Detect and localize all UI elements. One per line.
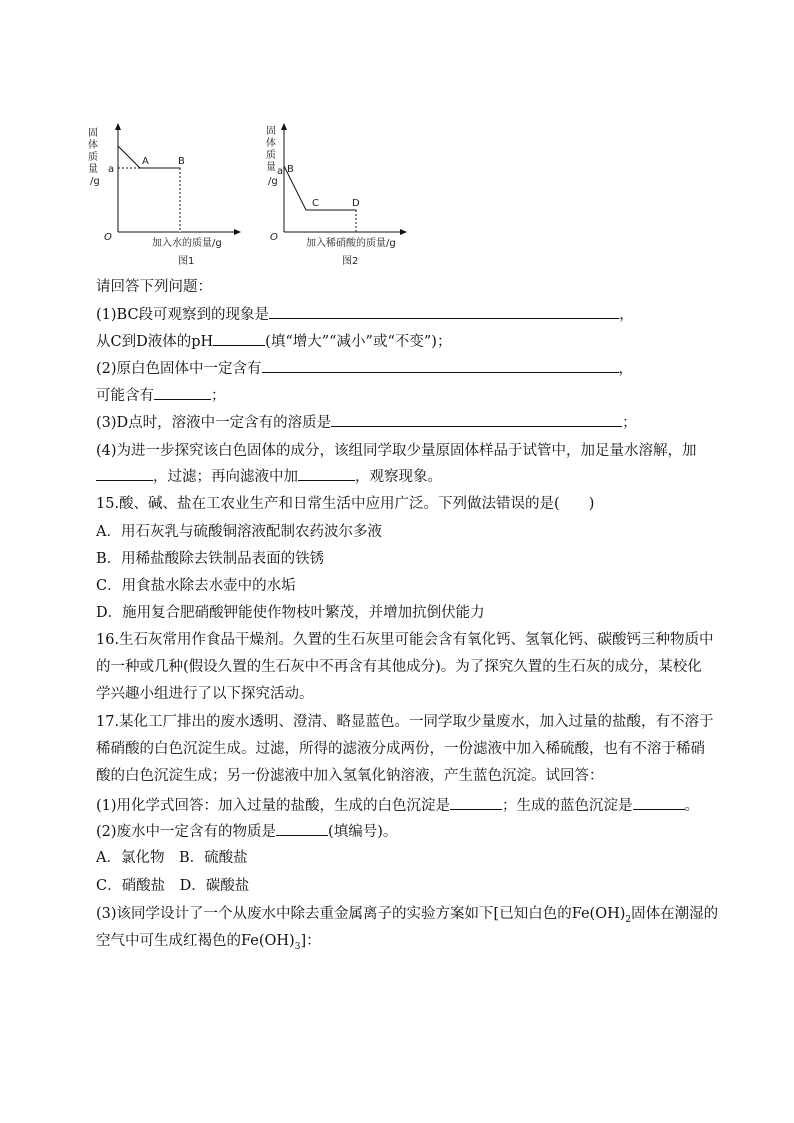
q15-option-a: A．用石灰乳与硫酸铜溶液配制农药波尔多液: [96, 524, 382, 540]
q17-sub2-suffix: (填编号)。: [328, 824, 398, 840]
y-label-char-3: 质: [88, 152, 98, 163]
y-label-char-3: 质: [266, 150, 276, 161]
x-axis-arrow: [234, 229, 241, 235]
q17-options-cd: C．硝酸盐 D．碳酸盐: [96, 878, 250, 894]
q1b-text: 从C到D液体的pH: [96, 334, 214, 350]
y-label-char-1: 固: [88, 128, 98, 139]
q15-stem: 15.酸、碱、盐在工农业生产和日常生活中应用广泛。下列做法错误的是( ): [96, 496, 595, 512]
figure-caption: 图1: [178, 256, 195, 267]
q17-sub3-line-1: [96, 904, 719, 925]
q17-options-ab: A．氯化物 B．硫酸盐: [96, 850, 248, 866]
q3-suffix: ；: [622, 415, 637, 431]
q3-line: [96, 412, 716, 433]
q1a-text: (1)BC段可观察到的现象是: [96, 307, 270, 323]
q17-sub2-text: (2)废水中一定含有的物质是: [96, 824, 277, 840]
q2b-line: [96, 385, 716, 406]
q16-line-1: 16.生石灰常用作食品干燥剂。久置的生石灰里可能会含有氧化钙、氢氧化钙、碳酸钙三种物质中: [96, 632, 714, 648]
y-label-char-4: 量: [266, 162, 276, 173]
q17-sub1-mid: ；生成的蓝色沉淀是: [502, 798, 633, 814]
origin-label: O: [104, 232, 112, 243]
q1b-line: [96, 331, 716, 352]
q1b-suffix: (填“增大”“减小”或“不变”)；: [265, 334, 452, 350]
point-b: B: [178, 156, 185, 167]
figure-2-chart: [266, 120, 416, 270]
q17-sub2-line: [96, 821, 716, 842]
q17-sub2-blank[interactable]: [276, 821, 328, 836]
q1a-suffix: ，: [619, 307, 634, 323]
q15-option-b: B．用稀盐酸除去铁制品表面的铁锈: [96, 551, 325, 567]
point-b: B: [287, 164, 294, 175]
x-label: 加入稀硝酸的质量/g: [306, 238, 396, 249]
q2a-text: (2)原白色固体中一定含有: [96, 361, 262, 377]
q17-sub1-blank-1[interactable]: [450, 795, 502, 810]
point-d: D: [352, 198, 360, 209]
mass-curve: [118, 146, 180, 232]
q17-sub3-text-4: ]：: [300, 933, 321, 949]
subscript-2: 2: [625, 914, 632, 925]
y-label-char-1: 固: [266, 126, 276, 137]
q2a-suffix: ，: [618, 361, 634, 377]
q2b-text: 可能含有: [96, 388, 154, 404]
q4-blank-2[interactable]: [298, 466, 355, 481]
q17-sub1-blank-2[interactable]: [633, 795, 685, 810]
q4-blank-1[interactable]: [96, 466, 153, 481]
q17-sub1-line: [96, 795, 716, 816]
q2b-suffix: ；: [211, 388, 226, 404]
origin-label: O: [270, 232, 278, 243]
q17-sub3-text-3: 空气中可生成红褐色的Fe(OH): [96, 933, 295, 949]
q2b-answer-blank[interactable]: [154, 385, 211, 400]
y-axis-arrow: [281, 123, 287, 130]
y-label-char-4: 量: [88, 164, 98, 175]
q1a-line: [96, 304, 716, 325]
q15-option-d: D．施用复合肥硝酸钾能使作物枝叶繁茂，并增加抗倒伏能力: [96, 605, 485, 621]
point-a: A: [142, 156, 149, 167]
q3-text: (3)D点时，溶液中一定含有的溶质是: [96, 415, 332, 431]
point-c: C: [312, 198, 319, 209]
mass-curve: [284, 166, 356, 232]
a-label: a: [108, 164, 115, 175]
intro-line: 请回答下列问题：: [96, 279, 212, 295]
q1a-answer-blank[interactable]: [269, 304, 619, 319]
q17-sub3-line-2: [96, 931, 716, 951]
x-axis-arrow: [400, 229, 407, 235]
q16-line-3: 学兴趣小组进行了以下探究活动。: [96, 686, 314, 702]
q17-sub1-text: (1)用化学式回答：加入过量的盐酸，生成的白色沉淀是: [96, 798, 451, 814]
q2a-answer-blank[interactable]: [262, 358, 619, 373]
q17-sub3-text-1: (3)该同学设计了一个从废水中除去重金属离子的实验方案如下[已知白色的Fe(OH): [96, 906, 626, 922]
q4b-mid: ，过滤；再向滤液中加: [153, 469, 298, 485]
figure-caption: 图2: [342, 256, 359, 267]
y-unit: /g: [268, 176, 278, 187]
q2a-line: [96, 358, 716, 379]
y-axis-arrow: [115, 123, 121, 130]
q3-answer-blank[interactable]: [331, 412, 622, 427]
figure-2: [266, 120, 416, 270]
y-unit: /g: [90, 176, 100, 187]
q17-line-1: 17.某化工厂排出的废水透明、澄清、略显蓝色。一同学取少量废水，加入过量的盐酸，有不溶于: [96, 714, 714, 730]
q17-line-2: 稀硝酸的白色沉淀生成。过滤，所得的滤液分成两份，一份滤液中加入稀硫酸，也有不溶于稀硝: [96, 741, 705, 757]
x-label: 加入水的质量/g: [152, 238, 222, 249]
y-label-char-2: 体: [266, 138, 276, 149]
subscript-3: 3: [294, 941, 301, 952]
q1b-answer-blank[interactable]: [213, 331, 265, 346]
q4b-suffix: ，观察现象。: [355, 469, 442, 485]
q17-sub3-text-2: 固体在潮湿的: [631, 906, 719, 922]
q4b-line: [96, 466, 716, 487]
a-label: a: [277, 166, 284, 177]
q17-sub1-suffix: 。: [684, 798, 700, 814]
q15-option-c: C．用食盐水除去水壶中的水垢: [96, 578, 296, 594]
q17-line-3: 酸的白色沉淀生成；另一份滤液中加入氢氧化钠溶液，产生蓝色沉淀。试回答：: [96, 768, 604, 784]
q4a-line: (4)为进一步探究该白色固体的成分，该组同学取少量原固体样品于试管中，加足量水溶解，加: [96, 443, 697, 459]
figure-1-chart: [88, 120, 248, 270]
q16-line-2: 的一种或几种(假设久置的生石灰中不再含有其他成分)。为了探究久置的生石灰的成分，某校化: [96, 659, 702, 675]
y-label-char-2: 体: [88, 140, 98, 151]
figure-1: [88, 120, 248, 270]
